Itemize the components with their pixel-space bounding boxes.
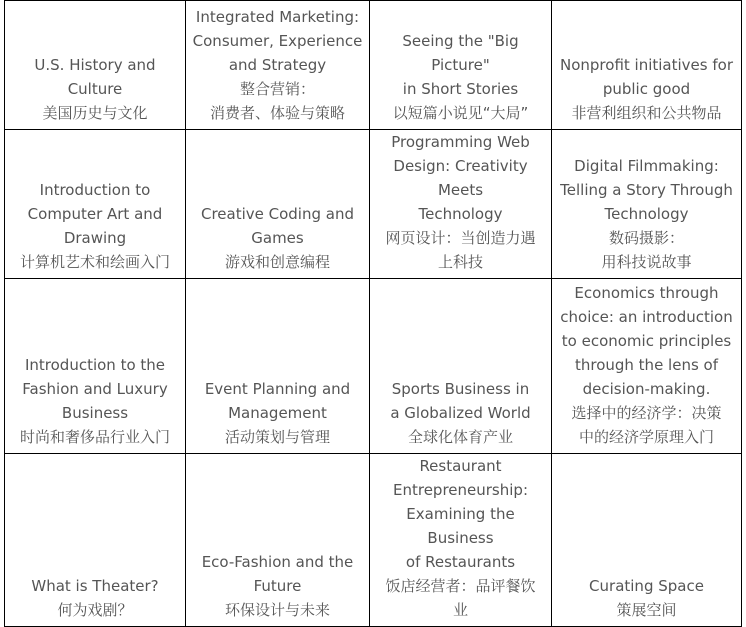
course-title-cn: 整合营销： 消费者、体验与策略	[209, 80, 345, 122]
course-cell-theater	[5, 454, 186, 627]
course-title-cn: 数码摄影： 用科技说故事	[601, 229, 692, 271]
course-title-en: Seeing the "Big Picture" in Short Stories	[402, 32, 519, 98]
course-title-cn: 网页设计：当创造力遇 上科技	[385, 229, 536, 271]
course-cell-event-planning	[186, 279, 370, 454]
course-title-cn: 策展空间	[616, 601, 677, 619]
course-title-en: Introduction to Computer Art and Drawing	[27, 181, 163, 247]
course-title-cn: 活动策划与管理	[224, 428, 330, 446]
course-title-en: Economics through choice: an introduction to economic principles through the lens of decision-making.	[560, 284, 733, 398]
course-cell-us-history	[5, 1, 186, 130]
course-title-en: Eco-Fashion and the Future	[201, 553, 354, 595]
course-title-cn: 环保设计与未来	[224, 601, 330, 619]
course-cell-nonprofit	[552, 1, 742, 130]
course-title-cn: 美国历史与文化	[42, 104, 148, 122]
course-title-en: Programming Web Design: Creativity Meets Technology	[391, 133, 530, 223]
course-title-cn: 游戏和创意编程	[224, 253, 330, 271]
course-title-cn: 非营利组织和公共物品	[571, 104, 722, 122]
table-row	[5, 454, 742, 627]
course-title-cn: 选择中的经济学：决策 中的经济学原理入门	[571, 404, 722, 446]
course-cell-economics	[552, 279, 742, 454]
course-title-en: Event Planning and Management	[204, 380, 351, 422]
course-cell-restaurant	[370, 454, 552, 627]
course-title-en: U.S. History and Culture	[34, 56, 156, 98]
course-title-en: Curating Space	[589, 577, 704, 595]
course-cell-creative-coding	[186, 130, 370, 279]
course-cell-curating-space	[552, 454, 742, 627]
course-cell-eco-fashion	[186, 454, 370, 627]
course-cell-filmmaking	[552, 130, 742, 279]
course-title-cn: 饭店经营者：品评餐饮 业	[385, 577, 536, 619]
course-title-en: Restaurant Entrepreneurship: Examining the Business of Restaurants	[393, 457, 528, 571]
course-cell-integrated-marketing	[186, 1, 370, 130]
table-row	[5, 279, 742, 454]
course-title-en: Digital Filmmaking: Telling a Story Through Technology	[560, 157, 733, 223]
course-title-en: Nonprofit initiatives for public good	[560, 56, 733, 98]
course-table	[4, 0, 742, 627]
course-title-cn: 以短篇小说见“大局”	[392, 104, 529, 122]
table-row	[5, 1, 742, 130]
course-title-en: What is Theater?	[31, 577, 159, 595]
course-title-en: Integrated Marketing: Consumer, Experience and Strategy	[192, 8, 363, 74]
course-title-cn: 计算机艺术和绘画入门	[19, 253, 170, 271]
course-cell-fashion-luxury	[5, 279, 186, 454]
course-title-cn: 时尚和奢侈品行业入门	[19, 428, 170, 446]
course-cell-web-design	[370, 130, 552, 279]
course-cell-short-stories	[370, 1, 552, 130]
course-title-cn: 何为戏剧？	[57, 601, 133, 619]
table-row	[5, 130, 742, 279]
course-title-en: Introduction to the Fashion and Luxury Business	[22, 356, 168, 422]
course-title-cn: 全球化体育产业	[407, 428, 513, 446]
course-cell-sports-business	[370, 279, 552, 454]
course-cell-computer-art	[5, 130, 186, 279]
course-title-en: Sports Business in a Globalized World	[390, 380, 531, 422]
course-title-en: Creative Coding and Games	[200, 205, 354, 247]
